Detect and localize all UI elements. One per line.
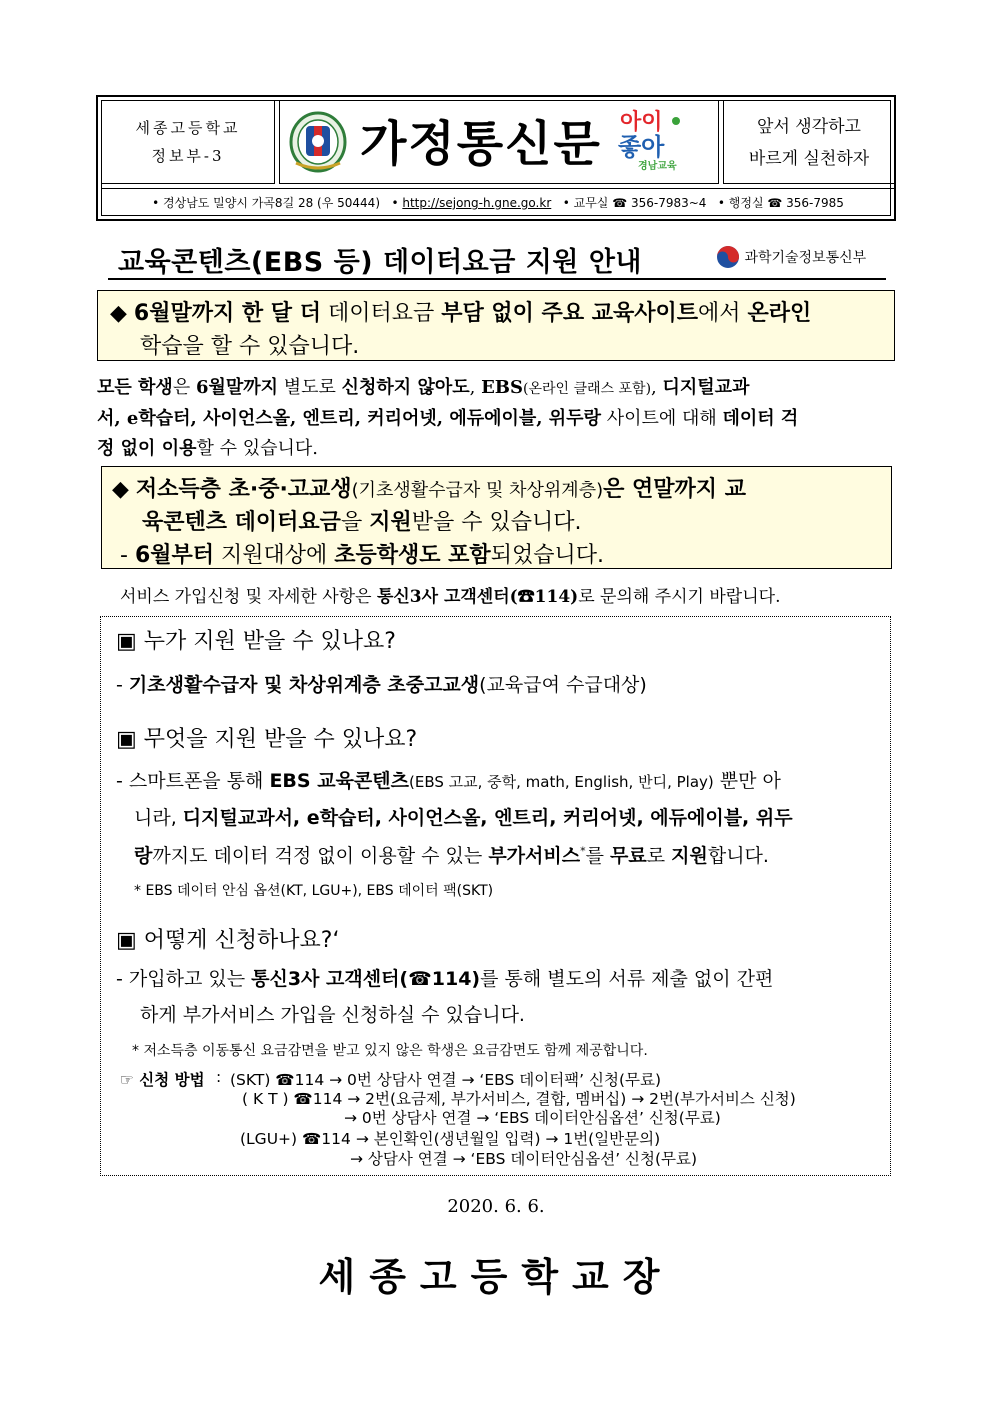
what-c: (EBS 고교, 중학, math, English, 반디, Play) <box>408 773 714 791</box>
p1-c: 6월말까지 <box>195 377 279 398</box>
principal-signature: 세종고등학교장 <box>318 1255 674 1299</box>
b2-l2d: 받을 수 있습니다. <box>411 510 582 535</box>
box2-line-2 <box>142 505 581 536</box>
motto-cell <box>723 101 894 184</box>
method-lgu-cont: → 상담사 연결 → ‘EBS 데이터안심옵션’ 신청(무료) <box>350 1150 698 1168</box>
p1-e: 신청하지 않아도 <box>341 377 470 398</box>
what-l3h: 합니다. <box>707 845 769 867</box>
school-website-link[interactable]: http://sejong-h.gne.go.kr <box>402 196 552 210</box>
p1-i: , <box>651 377 663 398</box>
who-heading: ▣ 누가 지원 받을 수 있나요? <box>116 629 396 654</box>
b2-c: 은 <box>603 477 633 502</box>
department-code: 정보부-3 <box>151 147 225 165</box>
method-kt-cont: → 0번 상담사 연결 → ‘EBS 데이터안심옵션’ 신청(무료) <box>344 1109 721 1127</box>
p1-b: 은 <box>172 377 196 398</box>
box1-text-d: 에서 <box>698 301 748 326</box>
school-name: 세종고등학교 <box>135 119 241 137</box>
brand-top-text: 아이 <box>620 110 663 135</box>
b2-l3b: 6월부터 <box>134 543 215 568</box>
who-dash: - <box>116 674 129 696</box>
school-emblem-icon <box>288 111 348 173</box>
what-l3b: 까지도 데이터 걱정 없이 이용할 수 있는 <box>152 845 489 867</box>
p1-a: 모든 학생 <box>97 377 173 398</box>
academic-office-phone: • 교무실 ☎ 356-7983~4 <box>562 196 707 210</box>
what-line-1 <box>116 766 781 793</box>
motto-line-2: 바르게 실천하자 <box>748 149 870 169</box>
para1-line-3 <box>97 434 318 460</box>
taegeuk-icon <box>716 245 740 269</box>
how-heading: ▣ 어떻게 신청하나요?‘ <box>116 928 340 953</box>
box2-line-3 <box>120 538 604 569</box>
b2-l2c: 지원 <box>369 510 412 535</box>
para1-line-1 <box>97 373 749 399</box>
brand-mid-text: 좋아 <box>618 133 665 161</box>
box1-emph-c: 부담 없이 주요 교육사이트 <box>441 301 698 326</box>
how-footnote: * 저소득층 이동통신 요금감면을 받고 있지 않은 학생은 요금감면도 함께 제공합니다. <box>132 1043 648 1059</box>
p1-f: , <box>469 377 482 398</box>
b2-l3d: 초등학생도 포함 <box>334 543 491 568</box>
contact-bar: • 경상남도 밀양시 가곡8길 28 (우 50444) • http://sejong-h.gne.go.kr • 교무실 ☎ 356-7983~4 • 행정실 ☎ 356-7985 <box>102 188 894 216</box>
sn-b: 통신3사 고객센터(☎114) <box>376 587 579 607</box>
title-underline <box>108 278 886 280</box>
how-a: - 가입하고 있는 <box>116 968 252 990</box>
how-line-2: 하게 부가서비스 가입을 신청하실 수 있습니다. <box>140 1004 525 1026</box>
b2-l3c: 지원대상에 <box>214 543 335 568</box>
what-l3e: 무료 <box>610 845 647 867</box>
method-skt: (SKT) ☎114 → 0번 상담사 연결 → ‘EBS 데이터팩’ 신청(무료) <box>230 1071 661 1089</box>
what-l2a: 니라, <box>134 807 183 829</box>
p1-d: 별도로 <box>278 377 342 398</box>
what-l3c: 부가서비스 <box>488 845 581 867</box>
newsletter-header <box>96 95 896 221</box>
p1-l2b: 사이트에 대해 <box>600 408 723 429</box>
p1-g: EBS <box>481 377 524 398</box>
what-star: * <box>580 844 586 858</box>
p1-l3b: 할 수 있습니다. <box>196 438 318 459</box>
b2-l3e: 되었습니다. <box>490 543 604 568</box>
b2-l2b: 을 <box>340 510 370 535</box>
what-line-3 <box>134 841 769 868</box>
para1-line-2 <box>97 404 798 430</box>
school-address: • 경상남도 밀양시 가곡8길 28 (우 50444) <box>152 196 380 210</box>
p1-sites: 서, e학습터, 사이언스올, 엔트리, 커리어넷, 에듀에이블, 위두랑 <box>97 408 601 429</box>
what-b: EBS 교육콘텐츠 <box>269 770 409 792</box>
b2-d: 연말까지 교 <box>632 477 746 502</box>
what-a: - 스마트폰을 통해 <box>116 770 270 792</box>
school-info-cell <box>102 101 275 184</box>
what-line-2 <box>134 803 793 830</box>
sn-c: 로 문의해 주시기 바랍니다. <box>578 587 781 607</box>
box1-emph-e: 온라인 <box>747 301 812 326</box>
brand-dot-icon <box>672 117 680 125</box>
what-l3g: 지원 <box>671 845 708 867</box>
motto-line-1: 앞서 생각하고 <box>757 117 861 137</box>
what-l3d: 를 <box>585 845 610 867</box>
p1-l2c: 데이터 걱 <box>722 408 799 429</box>
what-heading: ▣ 무엇을 지원 받을 수 있나요? <box>116 727 418 752</box>
method-kt: ( K T ) ☎114 → 2번(요금제, 부가서비스, 결합, 멤버십) → 2번(부가서비스 신청) <box>242 1090 796 1108</box>
method-lgu: (LGU+) ☎114 → 본인확인(생년월일 입력) → 1번(일반문의) <box>240 1130 661 1148</box>
issue-date: 2020. 6. 6. <box>447 1196 545 1217</box>
how-line-1 <box>116 964 773 991</box>
title-cell <box>279 101 719 184</box>
box2-line-1 <box>112 472 746 503</box>
p1-h: (온라인 클래스 포함) <box>523 381 652 397</box>
what-l3a: 랑 <box>134 845 153 867</box>
b2-l2a: 육콘텐츠 데이터요금 <box>142 510 341 535</box>
how-c: 를 통해 별도의 서류 제출 없이 간편 <box>480 968 774 990</box>
bullet-icon: ◆ <box>112 477 129 502</box>
what-l2b: 디지털교과서, e학습터, 사이언스올, 엔트리, 커리어넷, 에듀에이블, 위두 <box>182 807 793 829</box>
box1-line-2: 학습을 할 수 있습니다. <box>140 334 360 359</box>
method-colon: : <box>216 1068 222 1086</box>
what-footnote: * EBS 데이터 안심 옵션(KT, LGU+), EBS 데이터 팩(SKT) <box>134 883 494 899</box>
p1-j: 디지털교과 <box>662 377 750 398</box>
b2-a: 저소득층 초·중·고교생 <box>135 477 352 502</box>
highlight-box-2 <box>101 466 892 569</box>
box1-text-b: 데이터요금 <box>320 301 442 326</box>
newsletter-title: 가정통신문 <box>360 116 602 172</box>
brand-sub-text: 경남교육 <box>638 161 677 172</box>
sn-a: 서비스 가입신청 및 자세한 사항은 <box>120 587 377 607</box>
bullet-icon: ◆ <box>110 301 127 326</box>
b2-l3a: - <box>120 543 135 568</box>
service-note <box>120 582 780 607</box>
document-title: 교육콘텐츠(EBS 등) 데이터요금 지원 안내 <box>118 247 642 278</box>
gyeongnam-education-logo <box>618 107 698 177</box>
what-l3f: 로 <box>646 845 672 867</box>
how-b: 통신3사 고객센터(☎114) <box>251 968 481 990</box>
ministry-name: 과학기술정보통신부 <box>744 250 867 266</box>
who-emph: 기초생활수급자 및 차상위계층 초중고교생 <box>128 674 480 696</box>
box1-emph-a: 6월말까지 한 달 더 <box>133 301 321 326</box>
who-text <box>116 670 647 697</box>
what-d: 뿐만 아 <box>713 770 781 792</box>
who-paren: (교육급여 수급대상) <box>479 674 647 696</box>
admin-office-phone: • 행정실 ☎ 356-7985 <box>717 196 844 210</box>
ministry-logo <box>716 245 866 269</box>
p1-l3a: 정 없이 이용 <box>97 438 197 459</box>
highlight-box-1 <box>97 290 895 361</box>
b2-b: (기초생활수급자 및 차상위계층) <box>351 480 604 501</box>
method-label: ☞ 신청 방법 <box>120 1071 205 1089</box>
